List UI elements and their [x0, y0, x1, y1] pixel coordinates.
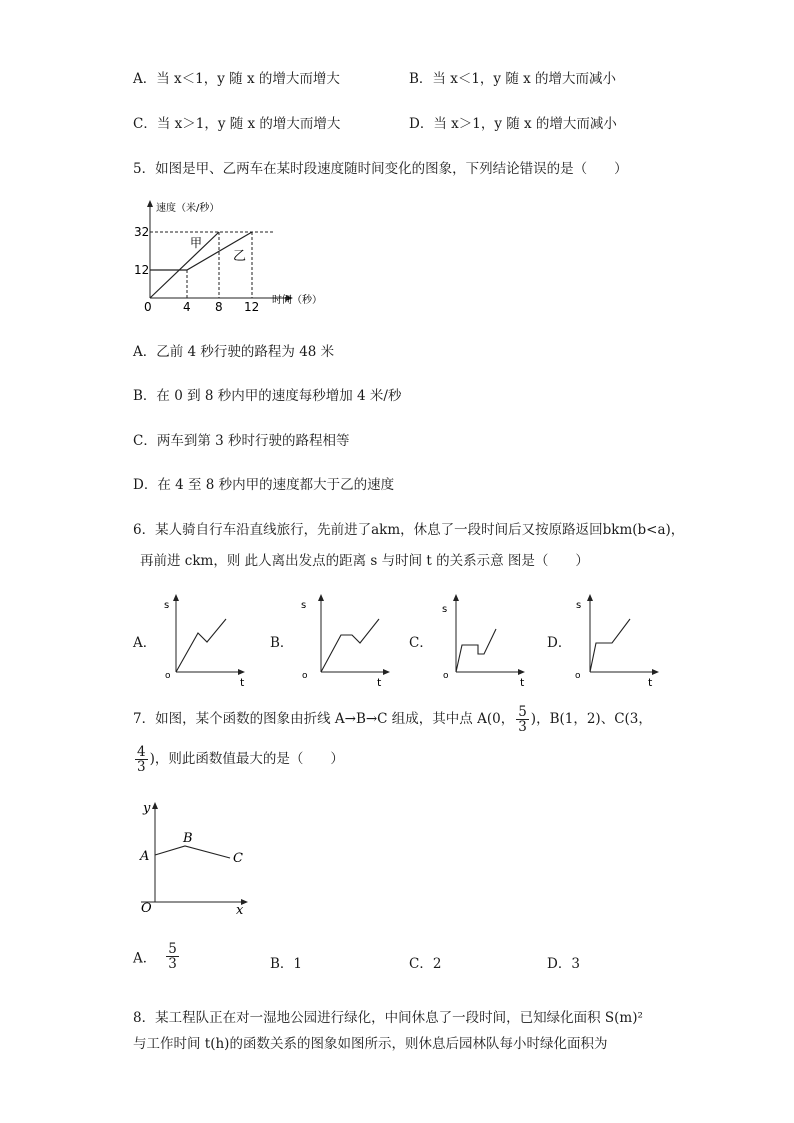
q6-graph-c-t: t	[520, 676, 525, 689]
q5-option-b: B．在 0 到 8 秒内甲的速度每秒增加 4 米/秒	[133, 388, 402, 404]
q8-stem-line2: 与工作时间 t(h)的函数关系的图象如图所示，则休息后园林队每小时绿化面积为	[133, 1036, 608, 1052]
q5-label-jia: 甲	[190, 236, 203, 250]
q5-line-jia	[150, 232, 219, 298]
q7-frac1-den: 3	[518, 719, 527, 736]
q6-graph-a	[152, 592, 252, 690]
q6-option-c-label: C．	[409, 635, 433, 651]
q6-option-d-label: D．	[547, 635, 572, 651]
q5-x-tick-4: 4	[183, 300, 191, 313]
q5-option-d: D．在 4 至 8 秒内甲的速度都大于乙的速度	[133, 477, 395, 493]
q4-option-a: A．当 x＜1，y 随 x 的增大而增大	[133, 71, 340, 87]
q6-stem-line1: 6．某人骑自行车沿直线旅行，先前进了akm，休息了一段时间后又按原路返回bkm(b<a)，	[133, 522, 685, 538]
q7-abc-line	[155, 846, 230, 858]
q4-option-b: B．当 x＜1，y 随 x 的增大而减小	[409, 71, 617, 87]
q7-stem-part3: )，则此函数值最大的是（ ）	[149, 751, 344, 768]
q4-option-d: D．当 x＞1，y 随 x 的增大而减小	[409, 116, 617, 132]
q7-option-d: D．3	[547, 956, 580, 972]
q7-frac2-den: 3	[137, 759, 146, 776]
q5-x-tick-8: 8	[215, 300, 223, 313]
q7-x-label: x	[236, 903, 244, 918]
q6-graph-d-t: t	[648, 676, 653, 689]
q6-graph-c	[432, 592, 532, 690]
q6-graph-d-s: s	[576, 600, 582, 611]
q7-frac-4-3	[135, 745, 148, 774]
q5-y-tick-32: 32	[134, 225, 150, 239]
q6-graph-b-t: t	[377, 676, 382, 689]
q5-stem: 5．如图是甲、乙两车在某时段速度随时间变化的图象，下列结论错误的是（ ）	[133, 161, 628, 177]
q4-option-c: C．当 x＞1，y 随 x 的增大而增大	[133, 116, 341, 132]
q6-graph-a-t: t	[240, 676, 245, 689]
q7-option-a-den: 3	[168, 956, 177, 973]
q5-option-c: C．两车到第 3 秒时行驶的路程相等	[133, 433, 350, 449]
q7-o-label: O	[141, 901, 152, 916]
q7-option-a	[133, 942, 181, 971]
q6-graph-a-line	[176, 619, 226, 672]
q6-graph-a-o: o	[165, 671, 171, 681]
q7-option-a-label: A．	[133, 950, 157, 967]
q7-point-b: B	[183, 831, 193, 846]
q7-stem-line1	[133, 705, 652, 734]
q6-graph-d	[566, 592, 666, 690]
q5-speed-time-chart	[130, 198, 360, 313]
q6-graph-d-o: o	[575, 671, 581, 681]
q7-option-b: B．1	[270, 956, 303, 972]
q7-frac2-num: 4	[137, 744, 146, 760]
q5-y-arrow	[147, 200, 153, 207]
q6-option-b-label: B．	[270, 635, 294, 651]
q7-polyline-graph	[135, 798, 255, 920]
q8-stem-line1: 8．某工程队正在对一湿地公园进行绿化，中间休息了一段时间，已知绿化面积 S(m)²	[133, 1010, 643, 1026]
q7-frac1-num: 5	[518, 704, 527, 720]
q7-point-a: A	[140, 849, 150, 864]
q7-frac-5-3	[516, 705, 529, 734]
q6-graph-c-s: s	[442, 604, 448, 615]
q7-option-a-frac	[166, 942, 179, 971]
q6-graph-a-s: s	[164, 600, 170, 611]
q6-option-a-label: A．	[133, 635, 157, 651]
q7-stem-line2	[133, 745, 344, 774]
q6-graph-c-o: o	[443, 671, 449, 681]
q7-point-c: C	[233, 851, 243, 866]
q6-stem-line2: 再前进 ckm，则 此人离出发点的距离 s 与时间 t 的关系示意 图是（ ）	[140, 553, 589, 569]
q7-option-a-num: 5	[168, 941, 177, 957]
q5-x-axis-label: 时间（秒）	[272, 295, 322, 306]
q5-x-tick-12: 12	[244, 300, 260, 313]
q7-y-label: y	[143, 801, 151, 816]
q5-origin: 0	[144, 300, 152, 313]
q6-graph-b-s: s	[301, 600, 307, 611]
q5-option-a: A．乙前 4 秒行驶的路程为 48 米	[133, 344, 335, 360]
q6-graph-c-line	[456, 629, 496, 672]
q7-stem-part2: )，B(1，2)、C(3，	[530, 711, 652, 728]
q7-option-c: C．2	[409, 956, 442, 972]
q5-y-tick-12: 12	[134, 263, 150, 277]
q6-graph-b-line	[321, 619, 379, 672]
q5-label-yi: 乙	[233, 249, 247, 264]
q7-stem-part1: 7．如图，某个函数的图象由折线 A→B→C 组成，其中点 A(0，	[133, 711, 515, 728]
q6-graph-b-o: o	[302, 671, 308, 681]
q5-y-axis-label: 速度（米/秒）	[156, 203, 220, 214]
q6-graph-d-line	[590, 619, 630, 672]
q6-graph-b	[297, 592, 397, 690]
